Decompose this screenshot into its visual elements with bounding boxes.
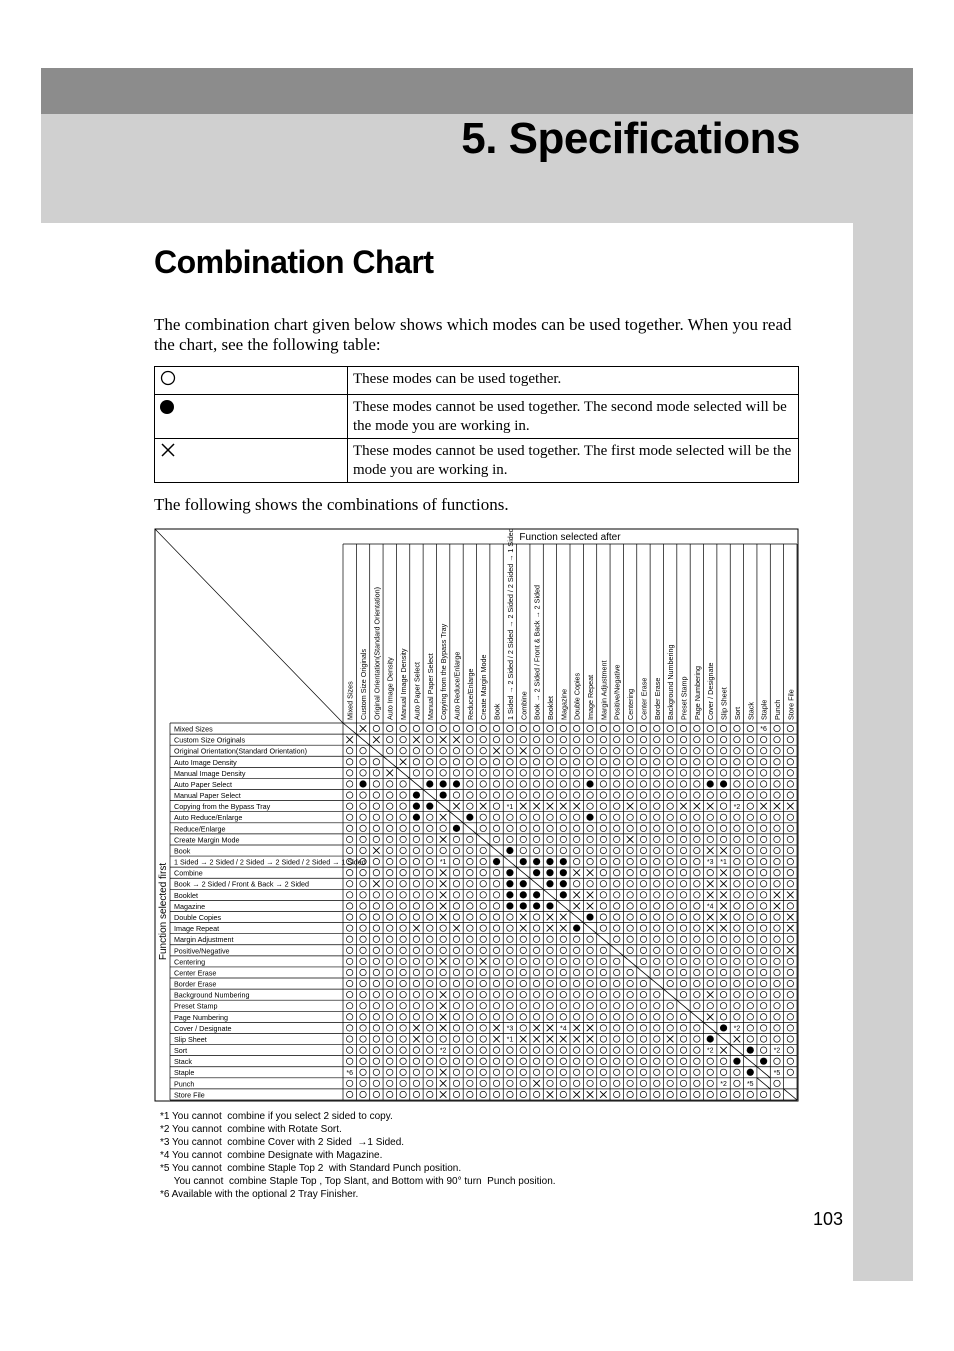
cell-second-priority	[533, 891, 540, 898]
row-label: Manual Paper Select	[174, 791, 241, 801]
column-label: Positive/Negative	[612, 664, 622, 720]
col-axis-title: Function selected after	[519, 532, 621, 543]
chapter-title: 5. Specifications	[461, 114, 800, 163]
cell-footnote-mark: *1	[506, 803, 514, 811]
column-label: Double Copies	[572, 672, 582, 720]
row-label: Margin Adjustment	[174, 935, 234, 945]
column-label: Sort	[732, 706, 742, 720]
combination-chart	[154, 528, 799, 1102]
column-label: Reduce/Enlarge	[465, 668, 475, 720]
cell-second-priority	[546, 869, 553, 876]
row-label: Slip Sheet	[174, 1034, 207, 1044]
row-label: Original Orientation(Standard Orientation)	[174, 746, 308, 756]
legend-symbol-circle	[155, 367, 348, 395]
column-label: Stack	[746, 702, 756, 720]
legend-text: These modes cannot be used together. The second mode selected will be the mode you are working in.	[348, 395, 799, 439]
column-label: Book	[492, 703, 502, 720]
cell-footnote-mark: *2	[773, 1047, 781, 1055]
row-label: Auto Image Density	[174, 757, 237, 767]
cell-second-priority	[426, 803, 433, 810]
legend-row	[155, 367, 799, 395]
cell-second-priority	[413, 803, 420, 810]
cell-second-priority	[533, 869, 540, 876]
cell-second-priority	[560, 858, 567, 865]
footnote: You cannot combine Staple Top , Top Slant, and Bottom with 90° turn Punch position.	[160, 1176, 556, 1187]
filled-dot-icon	[160, 400, 174, 414]
footnote: *5 You cannot combine Staple Top 2 with Standard Punch position.	[160, 1163, 462, 1174]
footnote: *3 You cannot combine Cover with 2 Sided →1 Sided.	[160, 1137, 405, 1148]
cell-second-priority	[466, 814, 473, 821]
column-label: Book → 2 Sided / Front & Back → 2 Sided	[532, 584, 542, 720]
cell-second-priority	[586, 913, 593, 920]
cell-footnote-mark: *1	[439, 859, 447, 867]
page-number: 103	[813, 1209, 844, 1229]
cell-second-priority	[586, 780, 593, 787]
cell-second-priority	[546, 902, 553, 909]
column-label: Center Erase	[639, 677, 649, 720]
cell-second-priority	[747, 1047, 754, 1054]
row-label: 1 Sided → 2 Sided / 2 Sided → 2 Sided / 2 Sided → 1 Sided	[174, 857, 366, 867]
cell-second-priority	[720, 780, 727, 787]
cell-second-priority	[440, 780, 447, 787]
cell-second-priority	[546, 880, 553, 887]
cell-second-priority	[520, 858, 527, 865]
cell-footnote-mark: *6	[346, 1069, 353, 1077]
column-label: Centering	[626, 688, 636, 720]
cell-second-priority	[413, 791, 420, 798]
legend-symbol-dot	[155, 395, 348, 439]
row-label: Punch	[174, 1079, 195, 1089]
column-label: Booklet	[545, 696, 555, 720]
row-label: Image Repeat	[174, 924, 220, 934]
row-label: Auto Paper Select	[174, 779, 232, 789]
column-label: Custom Size Originals	[359, 648, 369, 720]
row-label: Double Copies	[174, 912, 222, 922]
row-label: Sort	[174, 1046, 188, 1056]
row-label: Center Erase	[174, 968, 217, 978]
legend-text: These modes can be used together.	[348, 367, 799, 395]
column-label: Manual Paper Select	[425, 653, 435, 720]
column-label: Auto Reduce/Enlarge	[452, 651, 462, 720]
side-thumb-band	[853, 223, 913, 1281]
column-label: Create Margin Mode	[479, 654, 489, 720]
cell-footnote-mark: *6	[760, 726, 767, 734]
cell-footnote-mark: *5	[773, 1069, 781, 1077]
column-label: Auto Image Density	[385, 657, 395, 720]
row-label: Create Margin Mode	[174, 835, 240, 845]
column-label: Combine	[519, 691, 529, 720]
cell-second-priority	[586, 814, 593, 821]
column-label: Margin Adjustment	[599, 660, 609, 720]
row-label: Centering	[174, 957, 206, 967]
row-label: Background Numbering	[174, 990, 250, 1000]
cell-second-priority	[533, 858, 540, 865]
cell-second-priority	[506, 880, 513, 887]
row-label: Book	[174, 846, 191, 856]
combinations-caption: The following shows the combinations of functions.	[154, 495, 509, 514]
column-label: Cover / Designate	[706, 662, 716, 720]
column-label: Mixed Sizes	[345, 681, 355, 720]
cell-second-priority	[747, 1069, 754, 1076]
footnote: *1 You cannot combine if you select 2 sided to copy.	[160, 1111, 393, 1122]
cell-second-priority	[760, 1058, 767, 1065]
cell-footnote-mark: *2	[733, 1025, 741, 1033]
cell-second-priority	[520, 902, 527, 909]
column-label: Manual Image Density	[399, 648, 409, 720]
cell-second-priority	[707, 780, 714, 787]
cell-footnote-mark: *2	[720, 1080, 727, 1088]
column-label: Page Numbering	[692, 666, 702, 720]
row-label: Preset Stamp	[174, 1001, 218, 1011]
legend-text: These modes cannot be used together. The first mode selected will be the mode you are working in.	[348, 439, 799, 483]
legend-row	[155, 395, 799, 439]
column-label: Image Repeat	[586, 674, 596, 720]
cell-second-priority	[506, 869, 513, 876]
cell-second-priority	[707, 1035, 714, 1042]
column-label: Background Numbering	[666, 644, 676, 720]
row-label: Page Numbering	[174, 1012, 228, 1022]
column-label: 1 Sided → 2 Sided / 2 Sided → 2 Sided / 2 Sided → 1 Sided	[505, 528, 515, 720]
cell-second-priority	[520, 880, 527, 887]
cell-footnote-mark: *5	[746, 1080, 754, 1088]
row-label: Booklet	[174, 890, 198, 900]
cell-second-priority	[733, 1058, 740, 1065]
cell-second-priority	[359, 780, 366, 787]
column-label: Original Orientation(Standard Orientation)	[372, 586, 382, 720]
footnote: *4 You cannot combine Designate with Magazine.	[160, 1150, 383, 1161]
row-label: Border Erase	[174, 979, 217, 989]
cell-second-priority	[506, 847, 513, 854]
cell-second-priority	[506, 891, 513, 898]
row-label: Cover / Designate	[174, 1023, 232, 1033]
row-label: Positive/Negative	[174, 946, 230, 956]
cell-second-priority	[560, 891, 567, 898]
cell-footnote-mark: *1	[506, 1036, 514, 1044]
row-label: Store File	[174, 1090, 205, 1100]
column-label: Slip Sheet	[719, 687, 729, 720]
row-label: Staple	[174, 1068, 195, 1078]
cell-footnote-mark: *1	[720, 859, 727, 867]
cell-second-priority	[493, 858, 500, 865]
footnote: *6 Available with the optional 2 Tray Finisher.	[160, 1189, 359, 1200]
legend-row	[155, 439, 799, 483]
row-label: Mixed Sizes	[174, 724, 213, 734]
cell-second-priority	[506, 902, 513, 909]
column-label: Magazine	[559, 688, 569, 720]
section-title: Combination Chart	[154, 244, 434, 280]
cell-second-priority	[560, 880, 567, 887]
column-label: Store File	[786, 689, 796, 720]
cell-footnote-mark: *4	[560, 1025, 567, 1033]
row-label: Stack	[174, 1057, 192, 1067]
cell-second-priority	[453, 780, 460, 787]
cell-footnote-mark: *2	[733, 803, 741, 811]
cross-icon	[160, 442, 176, 458]
cell-second-priority	[533, 902, 540, 909]
cell-second-priority	[546, 858, 553, 865]
column-label: Staple	[759, 699, 769, 720]
cell-second-priority	[413, 814, 420, 821]
footnotes	[160, 1110, 556, 1201]
open-circle-icon	[160, 370, 176, 386]
cell-second-priority	[426, 780, 433, 787]
row-label: Reduce/Enlarge	[174, 824, 226, 834]
row-label: Copying from the Bypass Tray	[174, 802, 271, 812]
cell-footnote-mark: *2	[439, 1047, 447, 1055]
row-label: Magazine	[174, 901, 206, 911]
row-label: Auto Reduce/Enlarge	[174, 813, 243, 823]
cell-second-priority	[560, 869, 567, 876]
cell-footnote-mark: *2	[706, 1047, 714, 1055]
cell-footnote-mark: *3	[506, 1025, 514, 1033]
row-label: Book → 2 Sided / Front & Back → 2 Sided	[174, 879, 310, 889]
row-axis-title: Function selected first	[158, 862, 169, 961]
legend-table	[154, 366, 799, 483]
cell-second-priority	[720, 1024, 727, 1031]
intro-paragraph: The combination chart given below shows which modes can be used together. When you read the chart, see the following table:	[154, 315, 792, 354]
column-label: Auto Paper Select	[412, 662, 422, 720]
header-top-band	[41, 68, 913, 114]
column-label: Copying from the Bypass Tray	[439, 623, 449, 720]
footnote: *2 You cannot combine with Rotate Sort.	[160, 1124, 342, 1135]
column-label: Preset Stamp	[679, 676, 689, 720]
row-label: Manual Image Density	[174, 768, 246, 778]
cell-second-priority	[453, 825, 460, 832]
cell-footnote-mark: *3	[706, 859, 714, 867]
cell-second-priority	[520, 891, 527, 898]
column-label: Punch	[772, 699, 782, 720]
legend-symbol-cross	[155, 439, 348, 483]
row-label: Combine	[174, 868, 203, 878]
row-label: Custom Size Originals	[174, 735, 246, 745]
cell-second-priority	[440, 791, 447, 798]
column-label: Border Erase	[652, 677, 662, 720]
cell-footnote-mark: *4	[706, 903, 714, 911]
cell-second-priority	[573, 925, 580, 932]
